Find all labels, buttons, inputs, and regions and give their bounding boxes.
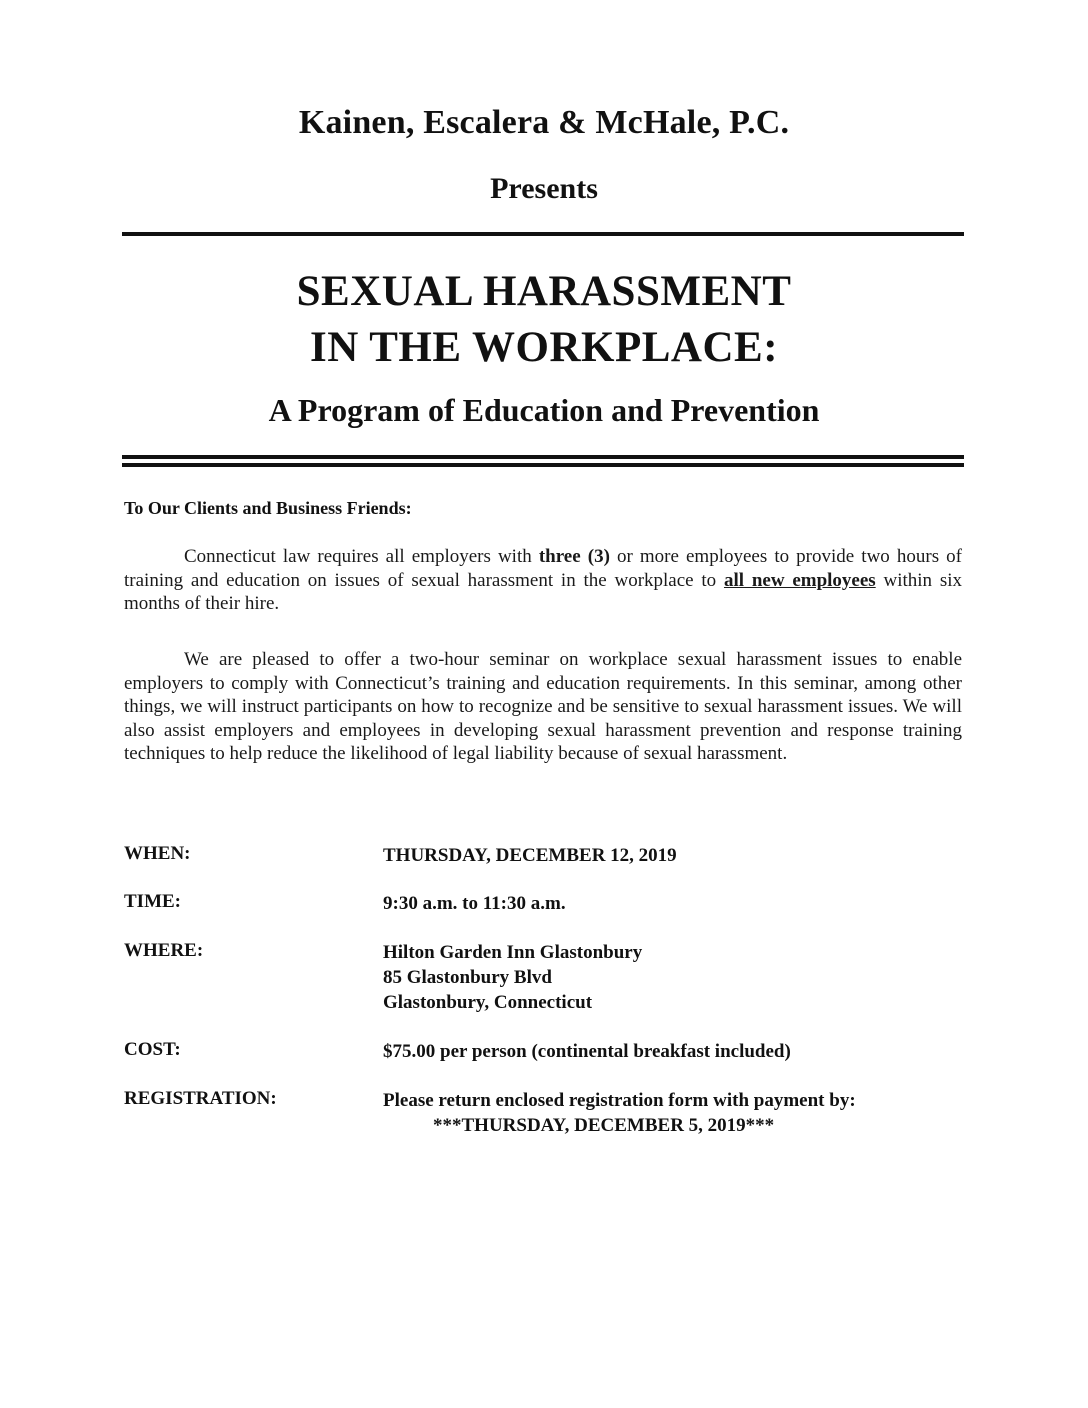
paragraph-seminar: We are pleased to offer a two-hour seminar on workplace sexual harassment issues to enable employers to comply with Connecticut’s training and education requirements. In this seminar, among other things, we will instruct participants on how to recognize and be sensitive to sexual harassment issues. We will also assist employers and employees in developing sexual harassment prevention and response training techniques to help reduce the likelihood of legal liability because of sexual harassment.	[124, 649, 962, 764]
main-title	[0, 264, 1088, 376]
subtitle: A Program of Education and Prevention	[268, 392, 820, 428]
registration-label: REGISTRATION:	[124, 1088, 277, 1109]
registration-instructions: Please return enclosed registration form with payment by:	[383, 1090, 856, 1111]
where-venue: Hilton Garden Inn Glastonbury	[383, 942, 643, 963]
main-title-line-2: IN THE WORKPLACE:	[309, 324, 779, 371]
when-value: THURSDAY, DECEMBER 12, 2019	[383, 845, 677, 866]
where-street: 85 Glastonbury Blvd	[383, 967, 552, 988]
cost-value: $75.00 per person (continental breakfast included)	[383, 1041, 791, 1062]
salutation: To Our Clients and Business Friends:	[124, 498, 412, 518]
double-divider-top	[122, 455, 964, 459]
main-title-line-1: SEXUAL HARASSMENT	[296, 268, 792, 315]
time-value: 9:30 a.m. to 11:30 a.m.	[383, 893, 566, 914]
firm-name: Kainen, Escalera & McHale, P.C.	[298, 104, 790, 141]
top-divider	[122, 232, 964, 236]
para1-underlined-all-new-employees: all new employees	[723, 569, 876, 591]
para1-text-2: or more employees to provide two hours of training and education on issues of sexual harassment in the workplace to	[124, 546, 962, 591]
where-label: WHERE:	[124, 940, 204, 961]
para1-text-3: within six months of their hire.	[124, 569, 963, 614]
registration-value	[383, 1088, 856, 1138]
para1-text-1: Connecticut law requires all employers with	[184, 546, 539, 567]
presents-heading: Presents	[490, 172, 598, 205]
time-label: TIME:	[124, 891, 181, 912]
double-divider-bottom	[122, 463, 964, 467]
where-value	[383, 940, 642, 1015]
where-city: Glastonbury, Connecticut	[383, 992, 593, 1013]
paragraph-requirements	[124, 545, 962, 616]
when-label: WHEN:	[124, 843, 191, 864]
registration-deadline: ***THURSDAY, DECEMBER 5, 2019***	[433, 1115, 775, 1136]
para1-bold-three: three (3)	[538, 546, 610, 567]
cost-label: COST:	[124, 1039, 181, 1060]
